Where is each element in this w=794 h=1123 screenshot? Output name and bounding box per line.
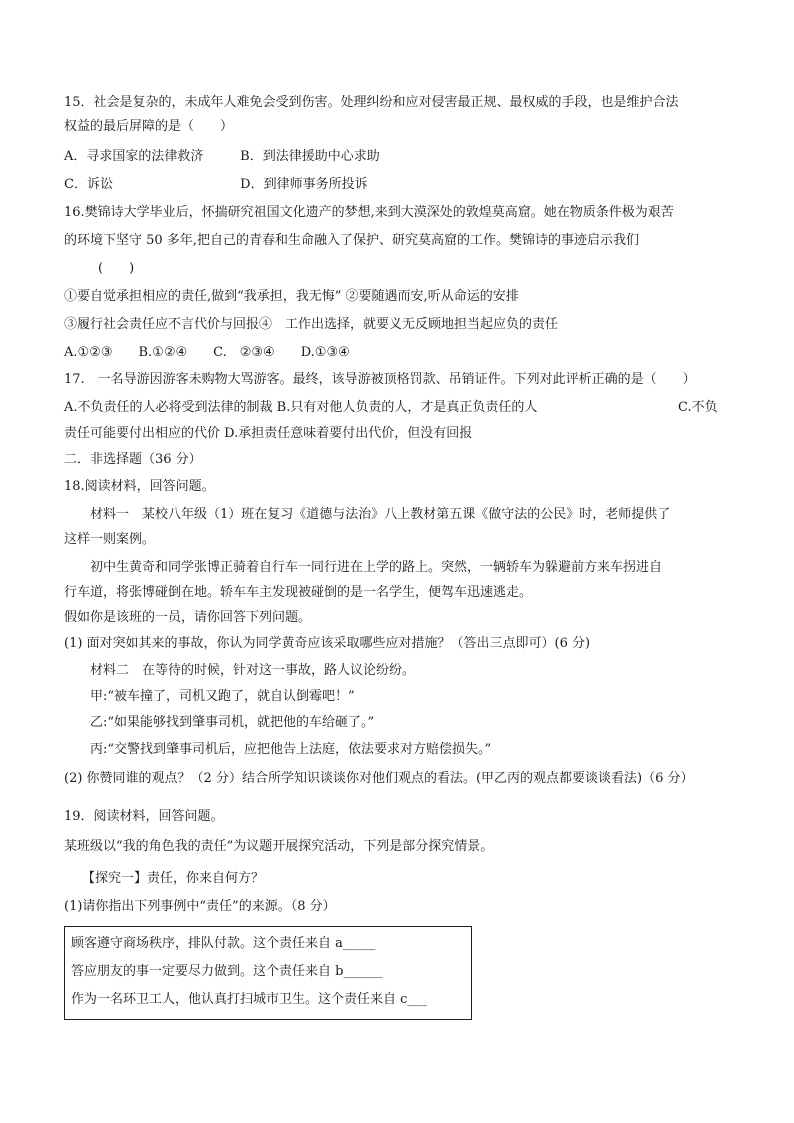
q16-stem-line2: 的环境下坚守 50 多年,把自己的青春和生命融入了保护、研究莫高窟的工作。樊锦诗的事迹启示我们 xyxy=(64,233,639,248)
q18-material2: 材料二 在等待的时候，针对这一事故，路人议论纷纷。 xyxy=(90,663,416,678)
q17-options-line2[interactable]: 责任可能要付出相应的代价 D.承担责任意味着要付出代价，但没有回报 xyxy=(64,426,473,441)
q18-opinion-jia: 甲:“被车撞了，司机又跑了，就自认倒霉吧！” xyxy=(90,689,355,704)
q19-intro: 某班级以“我的角色我的责任”为议题开展探究活动，下列是部分探究情景。 xyxy=(64,839,494,854)
q15-option-a[interactable]: A．寻求国家的法律救济 xyxy=(64,149,204,164)
q19-example-b[interactable]: 答应朋友的事一定要尽力做到。这个责任来自 b______ xyxy=(71,964,383,979)
q16-stem-line1: 16.樊锦诗大学毕业后，怀揣研究祖国文化遗产的梦想,来到大漠深处的敦煌莫高窟。她在物质条件极为艰苦 xyxy=(64,205,674,220)
q15-option-c[interactable]: C．诉讼 xyxy=(64,177,113,192)
q15-option-b[interactable]: B．到法律援助中心求助 xyxy=(240,149,380,164)
q16-statement1: ①要自觉承担相应的责任,做到“我承担，我无悔” ②要随遇而安,听从命运的安排 xyxy=(64,289,519,304)
q15-stem-line2: 权益的最后屏障的是（ ） xyxy=(64,119,234,134)
q18-case-line2: 行车道，将张博碰倒在地。轿车车主发现被碰倒的是一名学生，便驾车迅速逃走。 xyxy=(64,585,533,600)
q18-subquestion1: (1) 面对突如其来的事故，你认为同学黄奇应该采取哪些应对措施？（答出三点即可）(6 分) xyxy=(64,636,591,651)
q18-case-line1: 初中生黄奇和同学张博正骑着自行车一同行进在上学的路上。突然，一辆轿车为躲避前方来车拐进自 xyxy=(90,560,663,575)
q19-examples-box xyxy=(64,926,472,1020)
q17-option-c-start[interactable]: C.不负 xyxy=(678,400,718,415)
q19-subquestion1: (1)请你指出下列事例中“责任”的来源。（8 分） xyxy=(64,899,336,914)
q16-statement2: ③履行社会责任应不言代价与回报④ 工作出选择，就要义无反顾地担当起应负的责任 xyxy=(64,317,559,332)
q18-assumption: 假如你是该班的一员，请你回答下列问题。 xyxy=(64,610,312,625)
q18-material1-line1: 材料一 某校八年级（1）班在复习《道德与法治》八上教材第五课《做守法的公民》时，老师提供了 xyxy=(90,507,671,522)
q18-heading: 18.阅读材料，回答问题。 xyxy=(64,479,215,494)
q17-stem: 17. 一名导游因游客未购物大骂游客。最终，该导游被顶格罚款、吊销证件。下列对此评析正确的是（ ） xyxy=(64,372,696,387)
q18-subquestion2: (2) 你赞同谁的观点？（2 分）结合所学知识谈谈你对他们观点的看法。(甲乙丙的观点都要谈谈看法)（6 分） xyxy=(64,771,694,786)
q19-example-a[interactable]: 顾客遵守商场秩序，排队付款。这个责任来自 a_____ xyxy=(71,936,376,951)
q19-example-c[interactable]: 作为一名环卫工人，他认真打扫城市卫生。这个责任来自 c___ xyxy=(71,992,427,1007)
q15-option-d[interactable]: D．到律师事务所投诉 xyxy=(240,177,368,192)
q18-opinion-yi: 乙:“如果能够找到肇事司机，就把他的车给砸了。” xyxy=(90,715,375,730)
q19-explore1-title: 【探究一】责任，你来自何方？ xyxy=(82,871,265,886)
q17-options-line1[interactable]: A.不负责任的人必将受到法律的制裁 B.只有对他人负责的人，才是真正负责任的人 xyxy=(64,400,538,415)
q16-answer-paren: ( ) xyxy=(98,261,135,276)
q15-options-row2 xyxy=(64,176,368,194)
q16-options[interactable]: A.①②③ B.①②④ C. ②③④ D.①③④ xyxy=(64,345,350,360)
q15-stem-line1: 15．社会是复杂的，未成年人难免会受到伤害。处理纠纷和应对侵害最正规、最权威的手段，也是维护合法 xyxy=(64,95,679,110)
section-two-heading: 二．非选择题（36 分） xyxy=(64,452,202,467)
q18-material1-line2: 这样一则案例。 xyxy=(64,532,156,547)
q15-options-row1 xyxy=(64,148,380,166)
q18-opinion-bing: 丙:“交警找到肇事司机后，应把他告上法庭，依法要求对方赔偿损失。” xyxy=(90,742,492,757)
q19-heading: 19．阅读材料，回答问题。 xyxy=(64,809,224,824)
